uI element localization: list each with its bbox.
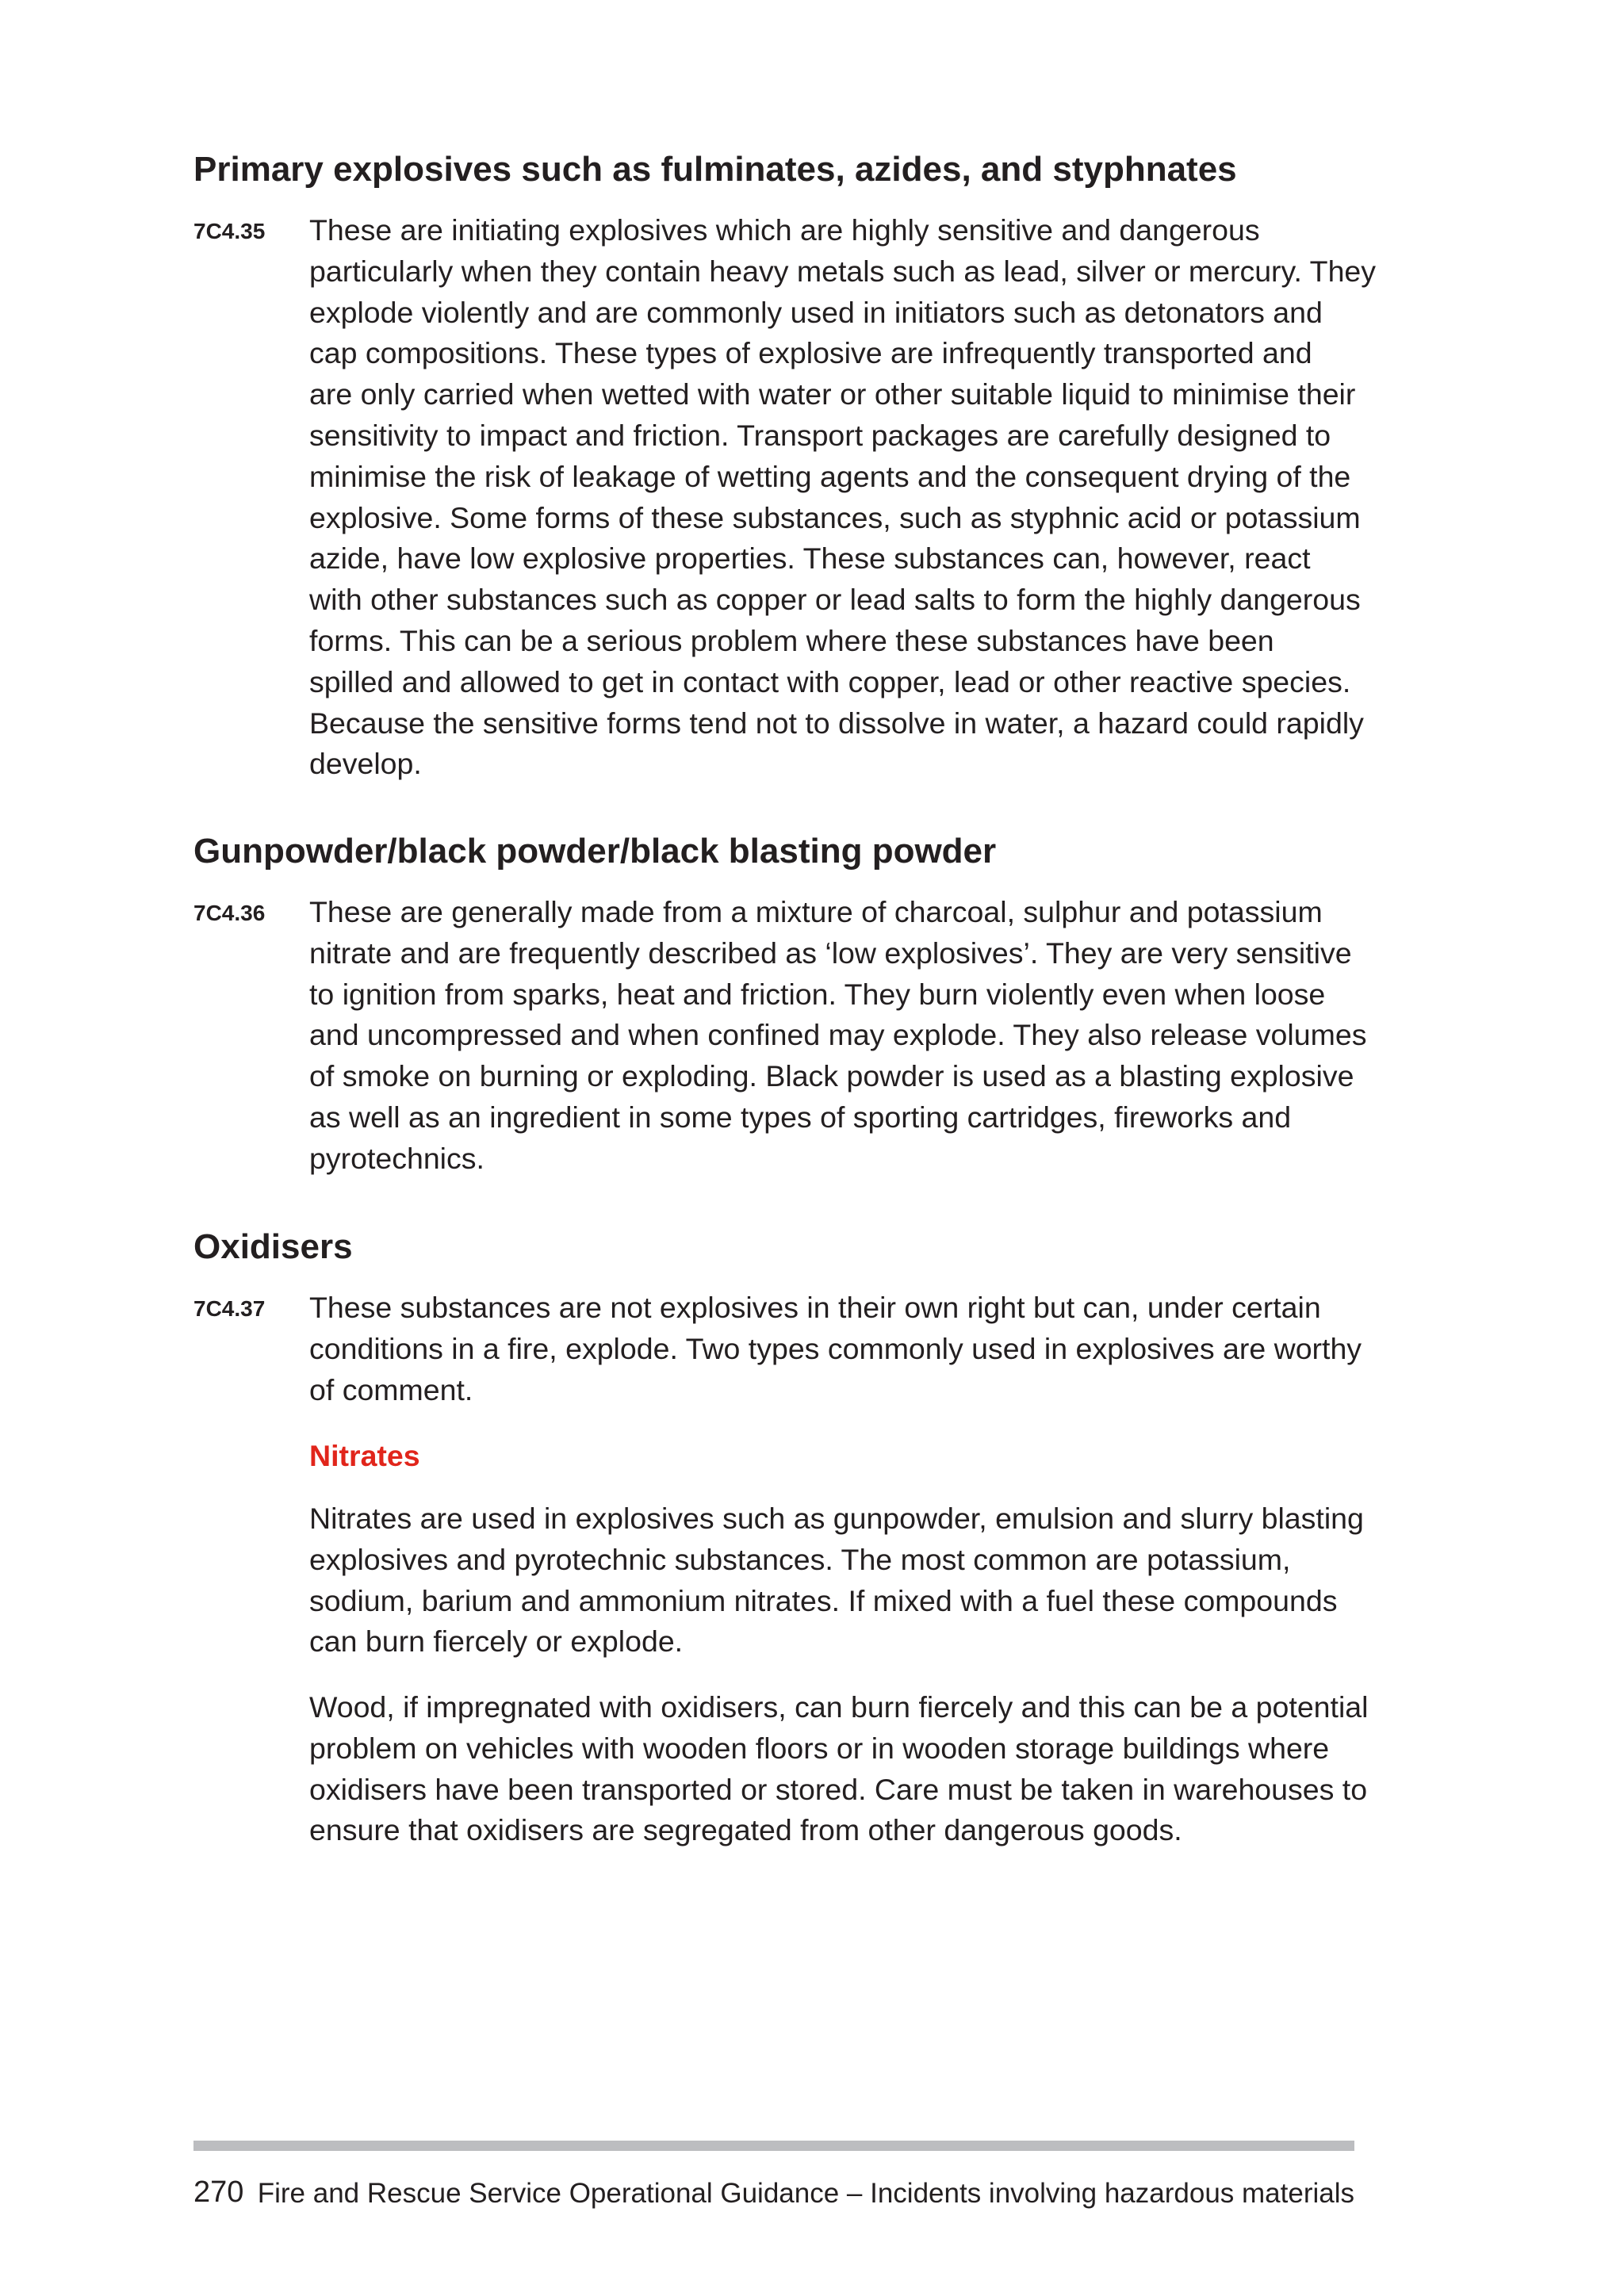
text-line: These substances are not explosives in their own right but can, under certain — [309, 1291, 1321, 1324]
page-number: 270 — [193, 2175, 244, 2209]
text-line: forms. This can be a serious problem where these substances have been — [309, 623, 1274, 657]
text-line: of comment. — [309, 1372, 473, 1406]
text-line: explosives and pyrotechnic substances. The most common are potassium, — [309, 1542, 1291, 1576]
text-line: cap compositions. These types of explosive are infrequently transported and — [309, 336, 1312, 370]
paragraph-number: 7C4.37 — [193, 1296, 266, 1321]
text-line: These are initiating explosives which are highly sensitive and dangerous — [309, 213, 1260, 247]
text-line: spilled and allowed to get in contact with copper, lead or other reactive species. — [309, 664, 1351, 698]
text-line: develop. — [309, 747, 422, 781]
text-line: nitrate and are frequently described as ‘low explosives’. They are very sensitive — [309, 936, 1352, 970]
text-line: of smoke on burning or exploding. Black powder is used as a blasting explosive — [309, 1059, 1354, 1093]
section-heading-primary-explosives: Primary explosives such as fulminates, azides, and styphnates — [193, 150, 1237, 189]
paragraph-text — [309, 1498, 1364, 1663]
paragraph-text — [309, 1687, 1369, 1851]
footer-title: Fire and Rescue Service Operational Guidance – Incidents involving hazardous materials — [257, 2178, 1354, 2209]
paragraph-text — [309, 892, 1367, 1180]
footer-rule — [193, 2141, 1354, 2151]
paragraph-number: 7C4.36 — [193, 901, 266, 925]
text-line: explode violently and are commonly used in initiators such as detonators and — [309, 295, 1323, 329]
text-line: pyrotechnics. — [309, 1141, 485, 1175]
text-line: These are generally made from a mixture of charcoal, sulphur and potassium — [309, 895, 1323, 928]
paragraph-text — [309, 210, 1377, 785]
text-line: explosive. Some forms of these substances, such as styphnic acid or potassium — [309, 500, 1361, 534]
text-line: Nitrates are used in explosives such as gunpowder, emulsion and slurry blasting — [309, 1502, 1364, 1535]
text-line: oxidisers have been transported or stored. Care must be taken in warehouses to — [309, 1772, 1368, 1806]
paragraph-text — [309, 1288, 1364, 1410]
text-line: minimise the risk of leakage of wetting agents and the consequent drying of the — [309, 459, 1351, 493]
subheading-nitrates: Nitrates — [309, 1439, 420, 1472]
section-heading-gunpowder: Gunpowder/black powder/black blasting powder — [193, 832, 997, 871]
text-line: particularly when they contain heavy metals such as lead, silver or mercury. They — [309, 254, 1377, 288]
text-line: Because the sensitive forms tend not to dissolve in water, a hazard could rapidly — [309, 706, 1364, 740]
text-line: to ignition from sparks, heat and friction. They burn violently even when loose — [309, 977, 1326, 1011]
text-line: with other substances such as copper or lead salts to form the highly dangerous — [309, 583, 1361, 617]
paragraph-number: 7C4.35 — [193, 219, 266, 243]
text-line: ensure that oxidisers are segregated from other dangerous goods. — [309, 1813, 1182, 1847]
text-line: and uncompressed and when confined may explode. They also release volumes — [309, 1018, 1367, 1052]
text-line: conditions in a fire, explode. Two types commonly used in explosives are worthy — [309, 1331, 1362, 1365]
section-heading-oxidisers: Oxidisers — [193, 1227, 353, 1266]
text-line: sodium, barium and ammonium nitrates. If mixed with a fuel these compounds — [309, 1583, 1338, 1617]
text-line: are only carried when wetted with water or other suitable liquid to minimise their — [309, 377, 1356, 411]
text-line: problem on vehicles with wooden floors or in wooden storage buildings where — [309, 1731, 1330, 1765]
text-line: as well as an ingredient in some types of sporting cartridges, fireworks and — [309, 1100, 1292, 1134]
text-line: azide, have low explosive properties. These substances can, however, react — [309, 541, 1311, 576]
text-line: can burn fiercely or explode. — [309, 1624, 684, 1659]
text-line: sensitivity to impact and friction. Transport packages are carefully designed to — [309, 418, 1331, 452]
text-line: Wood, if impregnated with oxidisers, can burn fiercely and this can be a potential — [309, 1690, 1369, 1724]
